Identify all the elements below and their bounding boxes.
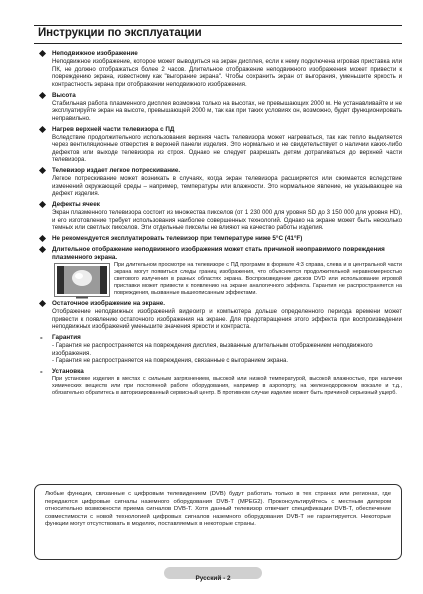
section-long-still-image xyxy=(38,246,402,297)
diamond-bullet-icon xyxy=(39,125,46,132)
tv-screen-illustration-icon xyxy=(54,263,110,299)
notice-text: Любые функции, связанные с цифровым телевидением (DVB) будут работать только в тех странах или регионах, где передаются цифровые сигналы наземного оборудования DVB-T (MPEG2). Проконсультируйтесь с местным дилером относительно возможности приема сигналов DVB-T. Хотя данный телевизор отвечает спецификации DVB-T, обеспечение совместимости с новой технологией цифровых сигналов наземного оборудования DVB-T не гарантируется. Некоторые функции могут отсутствовать в моделях, поставляемых в некоторые страны. xyxy=(45,491,391,527)
diamond-bullet-icon xyxy=(39,201,46,208)
page-footer xyxy=(164,567,262,582)
section-title: Высота xyxy=(52,91,76,99)
section-image-row xyxy=(52,262,402,297)
section-body: Экран плазменного телевизора состоит из множества пикселов (от 1 230 000 для уровня SD до 3 150 000 для уровня HD), и его изготовление требует использования наиболее совершенных технологий. Однако на экране может быть несколько темных или светлых пикселов. Эти отдельные пикселы не влияют на качество работы изделия. xyxy=(52,209,402,232)
section-body: Стабильная работа плазменного дисплея возможна только на высотах, не превышающих 2000 м. Не устанавливайте и не эксплуатируйте экран на высоте, превышающей 2000 м, так как при таких условиях он, возможно, будет функционировать неправильно. xyxy=(52,99,402,122)
section-residual-image xyxy=(38,300,402,331)
diamond-bullet-icon xyxy=(39,235,46,242)
section-title: Не рекомендуется эксплуатировать телевизор при температуре ниже 5°C (41°F) xyxy=(52,235,303,243)
instructions-list xyxy=(38,50,402,400)
warranty-line: - Гарантия не распространяется на повреждения дисплея, вызванные длительным отображением неподвижного изображения. xyxy=(52,341,373,357)
diamond-bullet-icon xyxy=(39,246,46,253)
section-crackling xyxy=(38,167,402,198)
section-cell-defects xyxy=(38,201,402,232)
section-temperature xyxy=(38,235,402,243)
section-title: Телевизор издает легкое потрескивание. xyxy=(52,167,181,175)
section-body: Вследствие продолжительного использования верхняя часть телевизора может нагреваться, так как тепло выделяется через вентиляционные отверстия в верхней панели изделия. Это нормально и не свидетельствует о наличии каких-либо дефектов или выходе телевизора из строя. Однако не следует разрешать детям дотрагиваться до верхней части телевизора. xyxy=(52,133,402,164)
section-body: При установке изделия в местах с сильным загрязнением, высокой или низкой температурой, высокой влажностью, при наличии химических веществ или при постоянной работе оборудования, например в аэропорту, на железнодорожном вокзале и т.д., обязательно обратитесь в авторизированный сервисный центр. В противном случае изделие может быть причиной серьезный ущерб. xyxy=(52,375,402,396)
diamond-bullet-icon xyxy=(39,300,46,307)
page-header xyxy=(34,25,402,44)
dvb-notice-box xyxy=(34,484,402,560)
section-body: При длительном просмотре на телевизоре с ПД программ в формате 4:3 справа, слева и в центральной части экрана могут появиться следы границ изображения, что объясняется продолжительной неравномерностью светового излучения в разных областях экрана. Воспроизведение дисков DVD или использование игровой приставки может привести к появлению на экране аналогичного эффекта. Гарантия не распространяется на повреждения, вызванные вышеописанным эффектами. xyxy=(114,262,402,296)
section-body: Отображение неподвижных изображений видеоигр и компьютера дольше определенного периода времени может привести к появлению остаточного изображения на экране. Для предотвращения этого эффекта при воспроизведении неподвижных изображений уменьшите значения яркости и контраста. xyxy=(52,307,402,331)
section-title: Дефекты ячеек xyxy=(52,201,100,209)
section-still-image xyxy=(38,50,402,88)
section-top-heating xyxy=(38,126,402,164)
section-title: Гарантия xyxy=(52,333,81,341)
section-body: Легкое потрескивание может возникать в случаях, когда экран телевизора расширяется или сжимается вследствие изменений окружающей среды – например, температуры или влажности. Это нормальное явление, не указывающее на дефект изделия. xyxy=(52,175,402,198)
page-title: Инструкции по эксплуатации xyxy=(38,27,202,39)
warranty-line: - Гарантия не распространяется на повреждения, связанные с выгоранием экрана. xyxy=(52,357,289,365)
section-body: Неподвижное изображение, которое может выводиться на экран дисплея, если к нему подключена игровая приставка или ПК, не должно отображаться более 2 часов. Длительное отображение неподвижного изображения может привести к повреждению экрана, известному как "выгорание экрана". Чтобы сохранить экран от выгорания, уменьшите яркость и контрастность экрана при отображении неподвижного изображения. xyxy=(52,58,402,88)
section-title: Неподвижное изображение xyxy=(52,50,138,57)
section-title: Нагрев верхней части телевизора с ПД xyxy=(52,125,175,133)
section-installation xyxy=(38,368,402,397)
diamond-bullet-icon xyxy=(39,92,46,99)
dash-bullet-icon: - xyxy=(40,366,43,376)
diamond-bullet-icon xyxy=(39,167,46,174)
dash-bullet-icon: - xyxy=(40,332,43,342)
section-title: Длительное отображение неподвижного изображения может стать причиной неоправимого повреждения плазменного экрана. xyxy=(52,246,385,262)
section-title: Остаточное изображение на экране. xyxy=(52,299,166,307)
section-altitude xyxy=(38,92,402,123)
diamond-bullet-icon xyxy=(39,50,46,57)
page-number: Русский - 2 xyxy=(195,575,231,582)
section-title: Установка xyxy=(52,367,84,375)
section-warranty xyxy=(38,334,402,365)
